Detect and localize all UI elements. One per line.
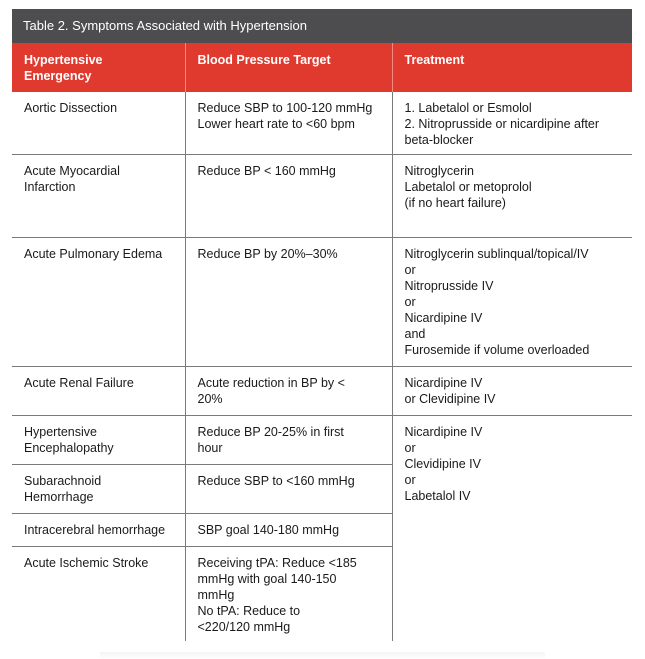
emergency-cell: Subarachnoid Hemorrhage (12, 465, 185, 514)
target-cell: Reduce SBP to <160 mmHg (185, 465, 392, 514)
header-bp-target: Blood Pressure Target (185, 43, 392, 92)
treatment-cell: 1. Labetalol or Esmolol 2. Nitroprusside or nicardipine after beta-blocker (392, 92, 632, 155)
emergency-cell: Acute Pulmonary Edema (12, 238, 185, 367)
emergency-cell: Aortic Dissection (12, 92, 185, 155)
data-table (12, 43, 632, 641)
shared-treatment-cell: Nicardipine IV or Clevidipine IV or Labetalol IV (392, 416, 632, 642)
header-treatment: Treatment (392, 43, 632, 92)
treatment-cell: Nitroglycerin Labetalol or metoprolol (if no heart failure) (392, 155, 632, 238)
header-row (12, 43, 632, 92)
hypertension-table (12, 9, 632, 641)
target-cell: Acute reduction in BP by < 20% (185, 367, 392, 416)
target-cell: Reduce SBP to 100-120 mmHg Lower heart rate to <60 bpm (185, 92, 392, 155)
emergency-cell: Hypertensive Encephalopathy (12, 416, 185, 465)
table-row (12, 367, 632, 416)
header-emergency: Hypertensive Emergency (12, 43, 185, 92)
target-cell: Reduce BP by 20%–30% (185, 238, 392, 367)
table-row (12, 416, 632, 465)
table-row (12, 92, 632, 155)
emergency-cell: Intracerebral hemorrhage (12, 514, 185, 547)
target-cell: SBP goal 140-180 mmHg (185, 514, 392, 547)
emergency-cell: Acute Myocardial Infarction (12, 155, 185, 238)
emergency-cell: Acute Ischemic Stroke (24, 556, 149, 570)
emergency-cell: Acute Renal Failure (12, 367, 185, 416)
target-cell: Reduce BP 20-25% in first hour (185, 416, 392, 465)
treatment-cell: Nitroglycerin sublinqual/topical/IV or Nitroprusside IV or Nicardipine IV and Furosemide if volume overloaded (392, 238, 632, 367)
target-cell: Reduce BP < 160 mmHg (185, 155, 392, 238)
target-cell: Receiving tPA: Reduce <185 mmHg with goal 140-150 mmHg No tPA: Reduce to <220/120 mmHg (185, 547, 392, 642)
treatment-cell: Nicardipine IV or Clevidipine IV (392, 367, 632, 416)
table-caption: Table 2. Symptoms Associated with Hypertension (12, 9, 632, 43)
table-row (12, 238, 632, 367)
table-row (12, 155, 632, 238)
page-shadow (100, 652, 545, 659)
